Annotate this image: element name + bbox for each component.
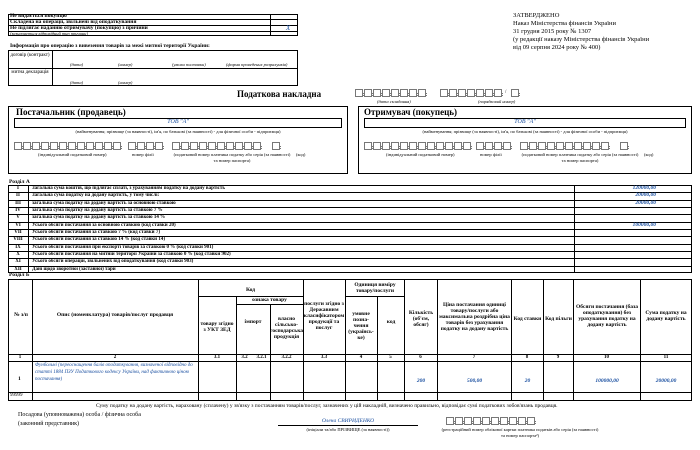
section-a-title: Розділ А bbox=[9, 179, 30, 185]
section-b-title: Розділ Б bbox=[9, 272, 30, 278]
seller-heading: Постачальник (продавець) bbox=[16, 107, 126, 117]
item-vat: 20000,00 bbox=[655, 378, 677, 384]
section-a-row-text: загальна сума податку на додану вартість за основною ставкою bbox=[32, 200, 176, 206]
approval-line-1: ЗАТВЕРДЖЕНО bbox=[513, 12, 560, 19]
section-a-row-num: II bbox=[16, 193, 20, 199]
col-vat-header: Сума податку на додану вартість bbox=[645, 309, 687, 322]
buyer-payer-caption: (податковий номер платника податку або серія (за наявності) та номер паспорта) bbox=[521, 152, 639, 164]
section-a-row-num: V bbox=[16, 215, 20, 221]
section-a-row-text: Загальна сума коштів, що підлягає сплаті, з урахуванням податку на додану вартість bbox=[32, 186, 225, 191]
seller-tin-cells bbox=[14, 142, 122, 150]
section-a-row-text: Усього обсяги постачання при експорті товарів за ставкою 0 % (код ставки 901) bbox=[32, 244, 214, 250]
col-amount-header: Обсяги постачання (база оподаткування) без урахування податку на додану вартість bbox=[576, 303, 638, 329]
column-number: 10 bbox=[604, 355, 609, 360]
section-a-row-num: IV bbox=[15, 208, 21, 213]
section-a-row-num: VII bbox=[14, 230, 22, 235]
empty-row-num: 99999 bbox=[10, 393, 23, 398]
section-a-row-text: Усього обсяги постачання за ставкою 7 % (код ставки 7) bbox=[32, 230, 160, 235]
seller-payer-caption: (податковий номер платника податку або серія (за наявності) та номер паспорта) bbox=[173, 152, 291, 164]
date-cells bbox=[355, 89, 427, 97]
seller-name-caption: (найменування; прізвище (за наявності), ім'я, по батькові (за наявності) - для фізичної особи - підприємця) bbox=[75, 129, 281, 134]
col-price-header: Ціна постачання одиниці товару/послуги або максимальна роздрібна ціна товарів без урахування податку на додану вартість bbox=[439, 301, 510, 333]
buyer-branch-caption: номер філії bbox=[480, 152, 502, 157]
seller-tin-caption: (індивідуальний податковий номер) bbox=[38, 152, 107, 157]
date-caption: (дата складання) bbox=[377, 99, 411, 104]
item-price: 500,00 bbox=[466, 378, 483, 384]
export-info-title: Інформація про операцію з вивезення товарів за межі митної території України: bbox=[10, 43, 210, 49]
column-number: 6 bbox=[419, 355, 422, 360]
buyer-payer-cells bbox=[520, 142, 610, 150]
flag-not-provided: Не підлягає наданню отримувачу (покупцю) з причини bbox=[10, 25, 148, 31]
signer-sub: (законний представник) bbox=[18, 421, 80, 427]
item-rate: 20 bbox=[524, 378, 531, 384]
signer-caption: (ініціали та/або ПРІЗВИЩЕ (за наявності)) bbox=[306, 427, 390, 432]
document-title: Податкова накладна bbox=[237, 89, 322, 99]
seller-code-cells bbox=[272, 142, 281, 150]
approval-line-3: 31 грудня 2015 року № 1307 bbox=[513, 28, 592, 35]
section-a-row-num: XI bbox=[15, 259, 21, 265]
column-number: 7 bbox=[472, 355, 476, 360]
flag-exempt: Складена на операції, звільнені від оподаткування bbox=[10, 19, 137, 25]
section-a-row-num: XII bbox=[14, 266, 22, 272]
signer-name: Олена СВИРИДЕНКО bbox=[321, 418, 375, 424]
flag-reason-caption: (зазначається відповідний тип причини) bbox=[10, 31, 88, 36]
customs-label: митна декларація bbox=[11, 70, 49, 75]
section-a-row-text: загальна сума податку на додану вартість за ставкою 7 % bbox=[32, 208, 163, 213]
customs-date-caption: (дата) bbox=[70, 80, 84, 85]
column-number: 8 bbox=[525, 355, 529, 360]
item-amount: 100000,00 bbox=[595, 378, 619, 384]
contract-label: договір (контракт) bbox=[10, 53, 50, 58]
section-a-row-value: 100000,00 bbox=[632, 221, 656, 228]
col-num-header: № з/п bbox=[14, 311, 28, 318]
section-a-row-text: Дані щодо зворотної (заставної) тари bbox=[32, 266, 116, 272]
section-a-row-value: 20000,00 bbox=[635, 199, 656, 206]
col-benefit-code-header: Код пільги bbox=[545, 315, 572, 322]
buyer-name: ТОВ "А" bbox=[514, 119, 536, 125]
trade-terms-caption: (умови поставки) bbox=[172, 62, 206, 67]
col-import-group-header: ознака товару bbox=[252, 297, 287, 304]
section-a-row-text: Загальна сума податку на додану вартість, у тому числі: bbox=[32, 193, 160, 199]
column-number: 5 bbox=[389, 355, 392, 360]
column-number: 3.2.2 bbox=[281, 355, 292, 360]
seller-payer-cells bbox=[172, 142, 262, 150]
buyer-code-cells bbox=[620, 142, 629, 150]
seller-code-caption: (код) bbox=[296, 152, 306, 157]
col-service-code-header: послуги згідно з Державним класифікатором продукції та послуг bbox=[303, 300, 345, 332]
section-a-row-num: VI bbox=[15, 222, 21, 228]
passport-caption: (реєстраційний номер облікової картки платника податків або серія (за наявності) та номер паспорта²) bbox=[441, 427, 599, 438]
section-a-row-text: Усього обсяги операцій, звільнених від оподаткування (код ставки 903) bbox=[32, 259, 194, 265]
column-number: 3.2.1 bbox=[256, 355, 267, 360]
column-number: 9 bbox=[556, 355, 560, 360]
buyer-tin-caption: (індивідуальний податковий номер) bbox=[386, 152, 455, 157]
signer-passport-cells bbox=[446, 417, 536, 425]
approval-line-5: від 09 серпня 2024 року № 400) bbox=[513, 44, 601, 51]
contract-date-caption: (дата) bbox=[70, 62, 84, 67]
section-a-row-num: VIII bbox=[13, 237, 23, 243]
approval-line-4: (у редакції наказу Міністерства фінансів України bbox=[513, 36, 650, 43]
section-a-row-text: загальна сума податку на додану вартість за ставкою 14 % bbox=[32, 215, 166, 221]
slash-separator: / bbox=[505, 90, 507, 95]
col-code-group-header: Код bbox=[245, 286, 256, 293]
buyer-code-caption: (код) bbox=[644, 152, 654, 157]
buyer-name-caption: (найменування; прізвище (за наявності), ім'я, по батькові (за наявності) - для фізичної особи - підприємця) bbox=[422, 129, 628, 134]
col-rate-code-header: Код ставки bbox=[513, 315, 542, 322]
col-import-header: імпорт bbox=[244, 318, 262, 325]
seller-name: ТОВ "А" bbox=[167, 119, 189, 125]
column-number: 1 bbox=[18, 355, 22, 360]
number-caption: (порядковий номер) bbox=[478, 99, 516, 104]
seller-branch-cells bbox=[128, 142, 164, 150]
item-qty: 200 bbox=[416, 378, 426, 384]
section-a-row-num: I bbox=[17, 186, 19, 191]
col-unit-code-header: код bbox=[386, 318, 396, 325]
column-number: 4 bbox=[359, 355, 363, 360]
col-unit-name-header: умовне позна-чення (українсь-ке) bbox=[348, 310, 374, 342]
approval-line-2: Наказ Міністерства фінансів України bbox=[513, 20, 616, 27]
customs-number-caption: (номер) bbox=[118, 80, 133, 85]
buyer-heading: Отримувач (покупець) bbox=[364, 107, 458, 117]
number-suffix-cells bbox=[511, 89, 520, 97]
item-num: 1 bbox=[18, 376, 21, 382]
number-cells bbox=[440, 89, 503, 97]
section-a-row-text: Усього обсяги постачання за основною ставкою (код ставки 20) bbox=[32, 222, 176, 228]
section-a-row-num: IX bbox=[15, 244, 21, 250]
footer-note: Суму податку на додану вартість, нараховану (сплачену) у зв'язку з постачанням товарів/послуг, зазначених у цій накладній, визначено правильно, відповідає сумі податкових зобов'язань продавця. bbox=[96, 403, 558, 409]
col-agri-header: власно сільсько-господарська продукція bbox=[269, 315, 304, 341]
column-number: 2 bbox=[113, 355, 117, 360]
column-number: 11 bbox=[663, 355, 669, 360]
section-a-row-num: III bbox=[15, 200, 21, 206]
column-number: 3.1 bbox=[213, 355, 221, 360]
col-unit-group-header: Одиниця виміру товару/послуги bbox=[354, 281, 396, 294]
section-a-row-value: 20000,00 bbox=[635, 192, 656, 199]
column-number: 3.2 bbox=[241, 355, 248, 360]
flag-reason-value: X bbox=[286, 24, 291, 32]
buyer-tin-cells bbox=[364, 142, 472, 150]
seller-branch-caption: номер філії bbox=[132, 152, 154, 157]
col-name-header: Опис (номенклатура) товарів/послуг продавця bbox=[56, 311, 174, 318]
contract-number-caption: (номер) bbox=[118, 62, 133, 67]
col-qty-header: Кількість (об'єм, обсяг) bbox=[408, 309, 434, 329]
payment-form-caption: (форма проведених розрахунків) bbox=[226, 62, 288, 67]
signer-label: Посадова (уповноважена) особа / фізична особа bbox=[18, 412, 141, 418]
item-name: Фунбольні (переоснащення балів оподаткування, визначеної відповідно до статті 1884 ПЗУ Податкового кодексу України, над фактичною ціною постачання) bbox=[35, 363, 193, 382]
col-uktzed-header: товару згідно з УКТ ЗЕД bbox=[200, 320, 234, 333]
flag-not-given: Не видається покупцю bbox=[10, 13, 67, 19]
column-number: 3.3 bbox=[320, 355, 328, 360]
section-a-row-num: X bbox=[16, 252, 20, 257]
section-a-row-text: Усього обсяги постачання на митній території України за ставкою 0 % (код ставки 902) bbox=[32, 252, 231, 257]
section-a-row-value: 120000,00 bbox=[632, 185, 656, 191]
section-a-row-text: Усього обсяги постачання за ставкою 14 % (код ставки 14) bbox=[32, 237, 165, 243]
buyer-branch-cells bbox=[476, 142, 512, 150]
